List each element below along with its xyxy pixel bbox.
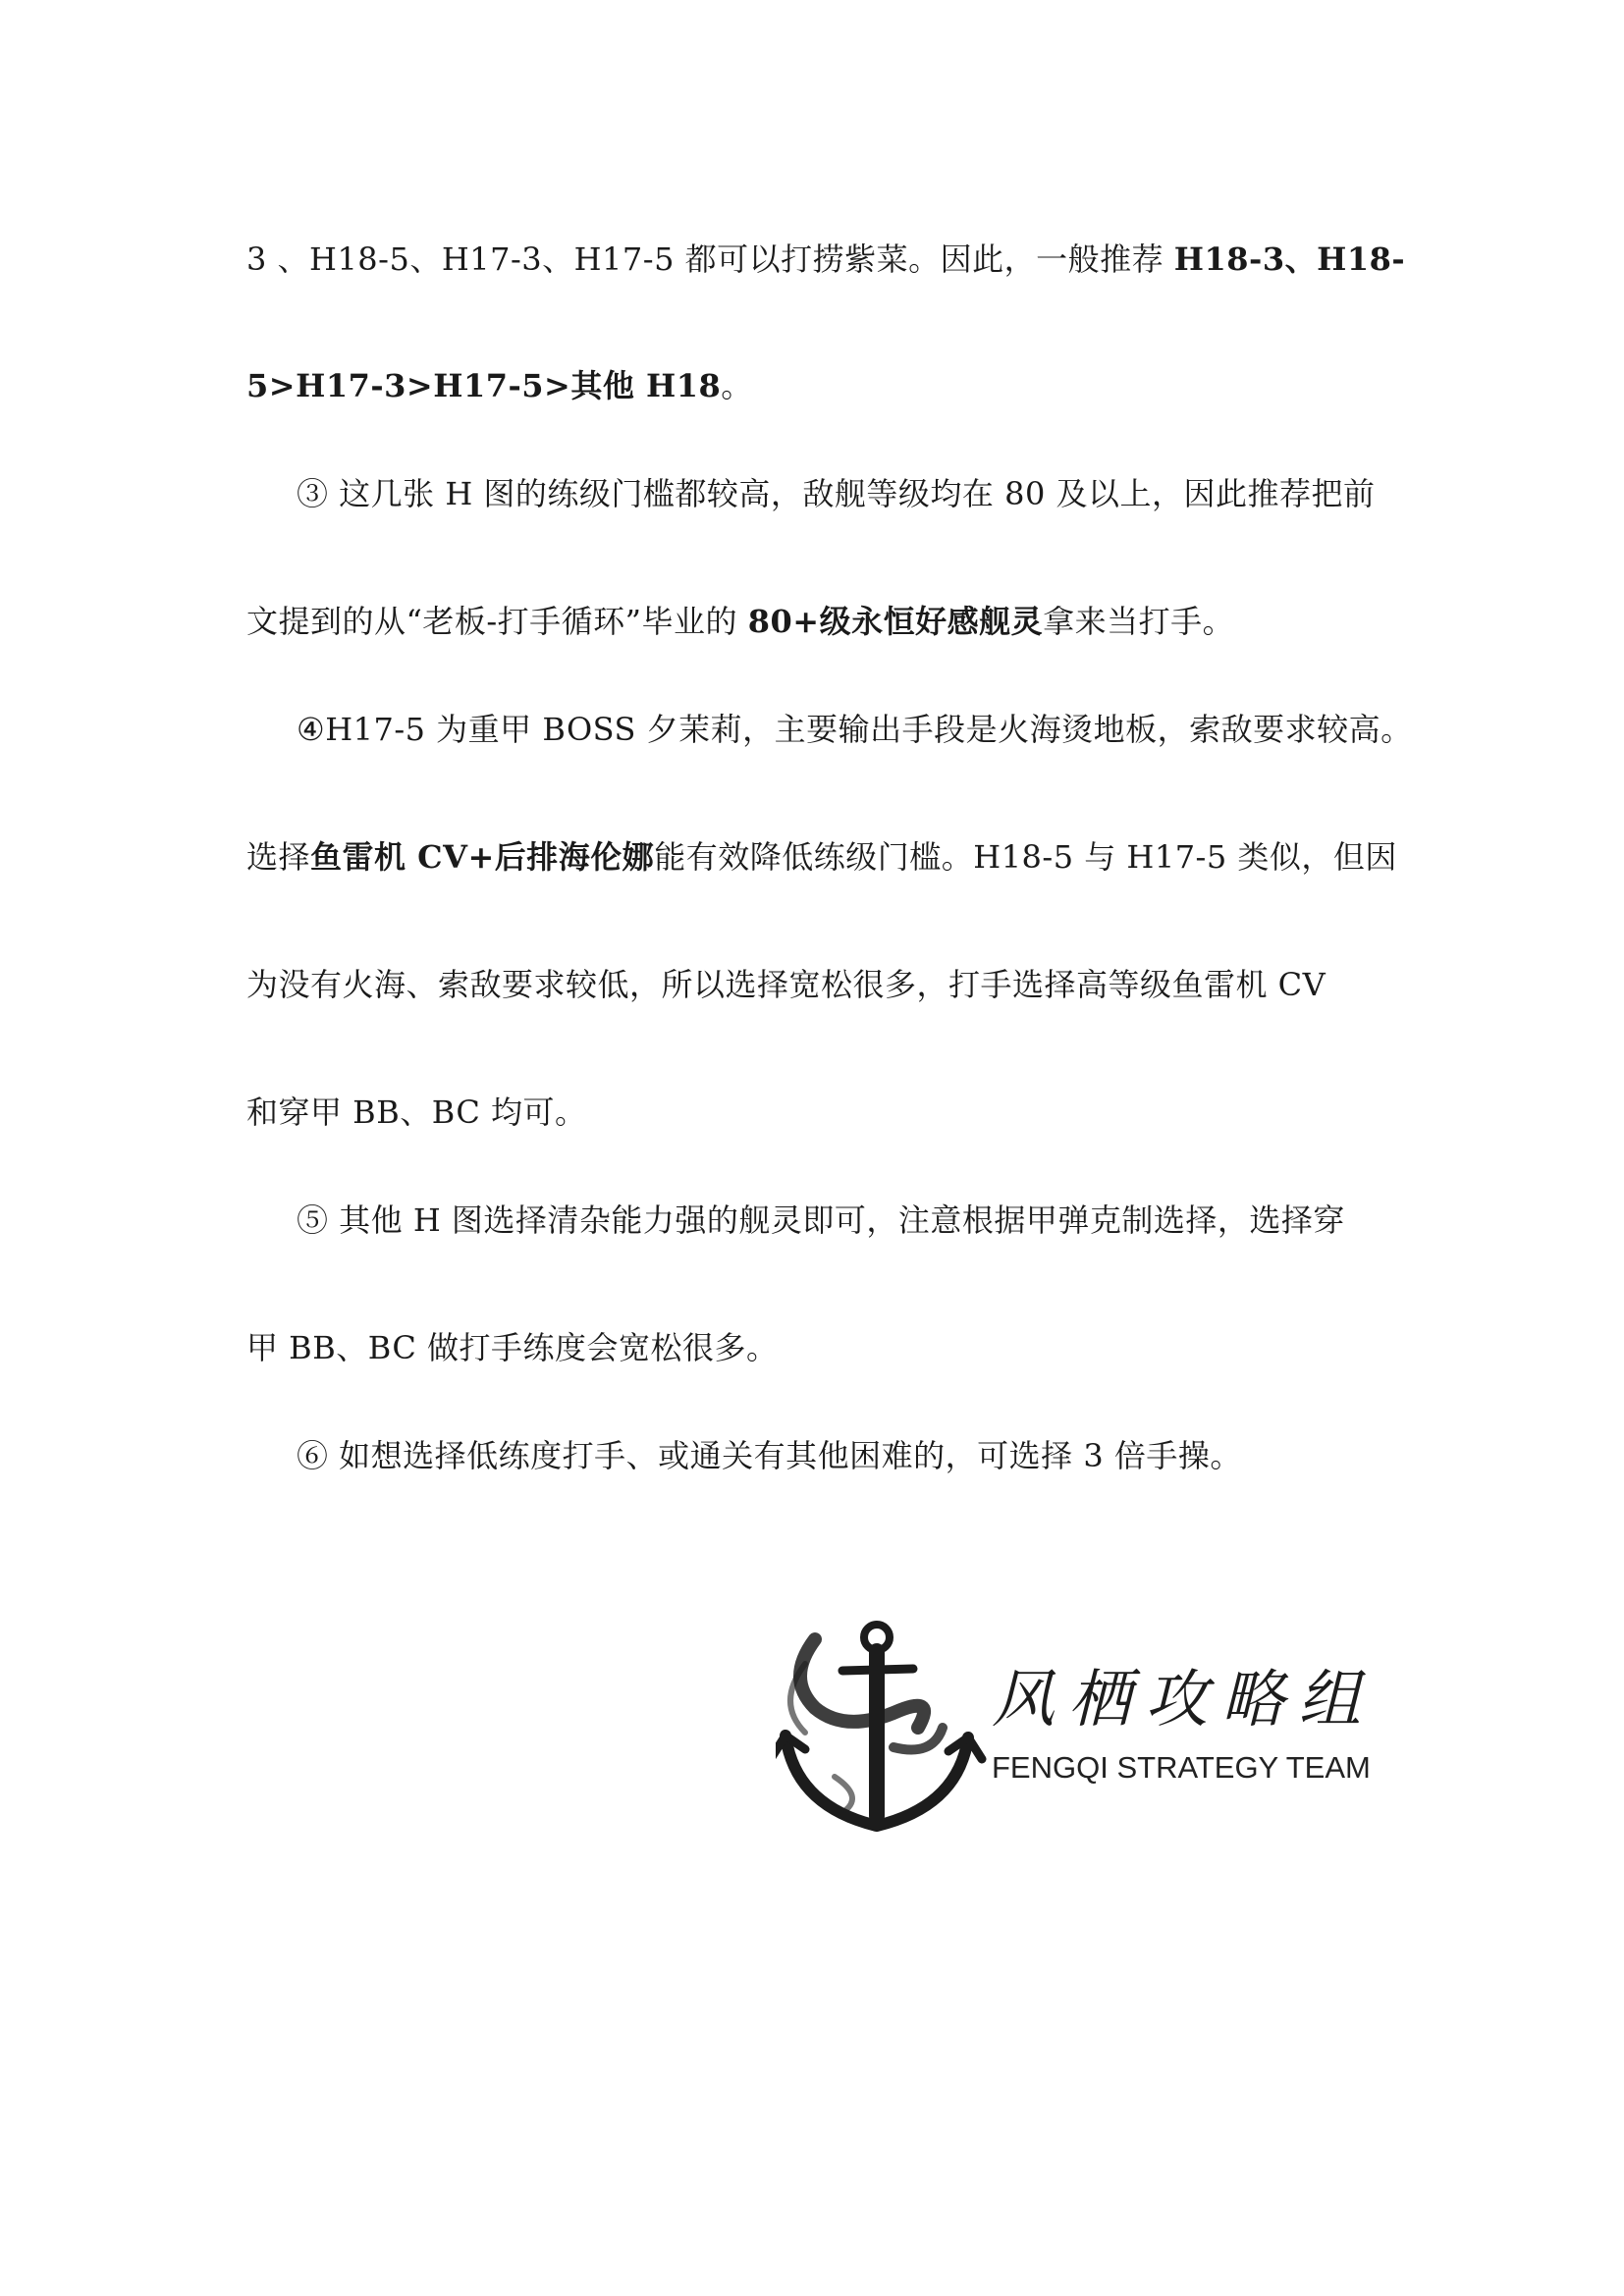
text-run: 拿来当打手。 — [1043, 603, 1235, 640]
p2-line-1 — [297, 474, 1376, 513]
p3-line-1 — [297, 710, 1413, 749]
p2-line-2 — [246, 602, 1234, 641]
text-run: ⑤ 其他 H 图选择清杂能力强的舰灵即可，注意根据甲弹克制选择，选择穿 — [297, 1201, 1345, 1239]
p3-line-4 — [246, 1093, 586, 1132]
p4-line-1 — [297, 1201, 1345, 1240]
p1-line-2 — [246, 366, 753, 405]
text-run: 选择 — [246, 838, 311, 876]
text-run: 和穿甲 BB、BC 均可。 — [246, 1094, 587, 1131]
bold-run: H18-3、H18- — [1173, 240, 1406, 278]
p1-line-1 — [246, 240, 1405, 279]
p4-line-2 — [246, 1328, 778, 1367]
p3-line-2 — [246, 837, 1397, 877]
bold-run: 5>H17-3>H17-5>其他 H18 — [246, 367, 722, 404]
text-run: ④H17-5 为重甲 BOSS 夕茉莉，主要输出手段是火海烫地板，索敌要求较高。 — [297, 711, 1413, 748]
text-run: 甲 BB、BC 做打手练度会宽松很多。 — [246, 1329, 779, 1366]
bold-run: 鱼雷机 CV+后排海伦娜 — [310, 838, 655, 876]
p3-line-3 — [246, 965, 1326, 1004]
logo-name-cn: 风栖攻略组 — [992, 1664, 1375, 1736]
p5-line-1 — [297, 1436, 1242, 1475]
text-run: 文提到的从“老板-打手循环”毕业的 — [246, 603, 748, 640]
text-run: 能有效降低练级门槛。H18-5 与 H17-5 类似，但因 — [654, 838, 1397, 876]
logo-name-en: FENGQI STRATEGY TEAM — [992, 1750, 1371, 1785]
text-run: 为没有火海、索敌要求较低，所以选择宽松很多，打手选择高等级鱼雷机 CV — [246, 966, 1326, 1003]
text-run: ⑥ 如想选择低练度打手、或通关有其他困难的，可选择 3 倍手操。 — [297, 1437, 1242, 1474]
text-run: ③ 这几张 H 图的练级门槛都较高，敌舰等级均在 80 及以上，因此推荐把前 — [297, 475, 1376, 512]
bold-run: 80+级永恒好感舰灵 — [747, 603, 1044, 640]
text-run: 。 — [721, 367, 753, 404]
text-run: 3 、H18-5、H17-3、H17-5 都可以打捞紫菜。因此，一般推荐 — [246, 240, 1174, 278]
